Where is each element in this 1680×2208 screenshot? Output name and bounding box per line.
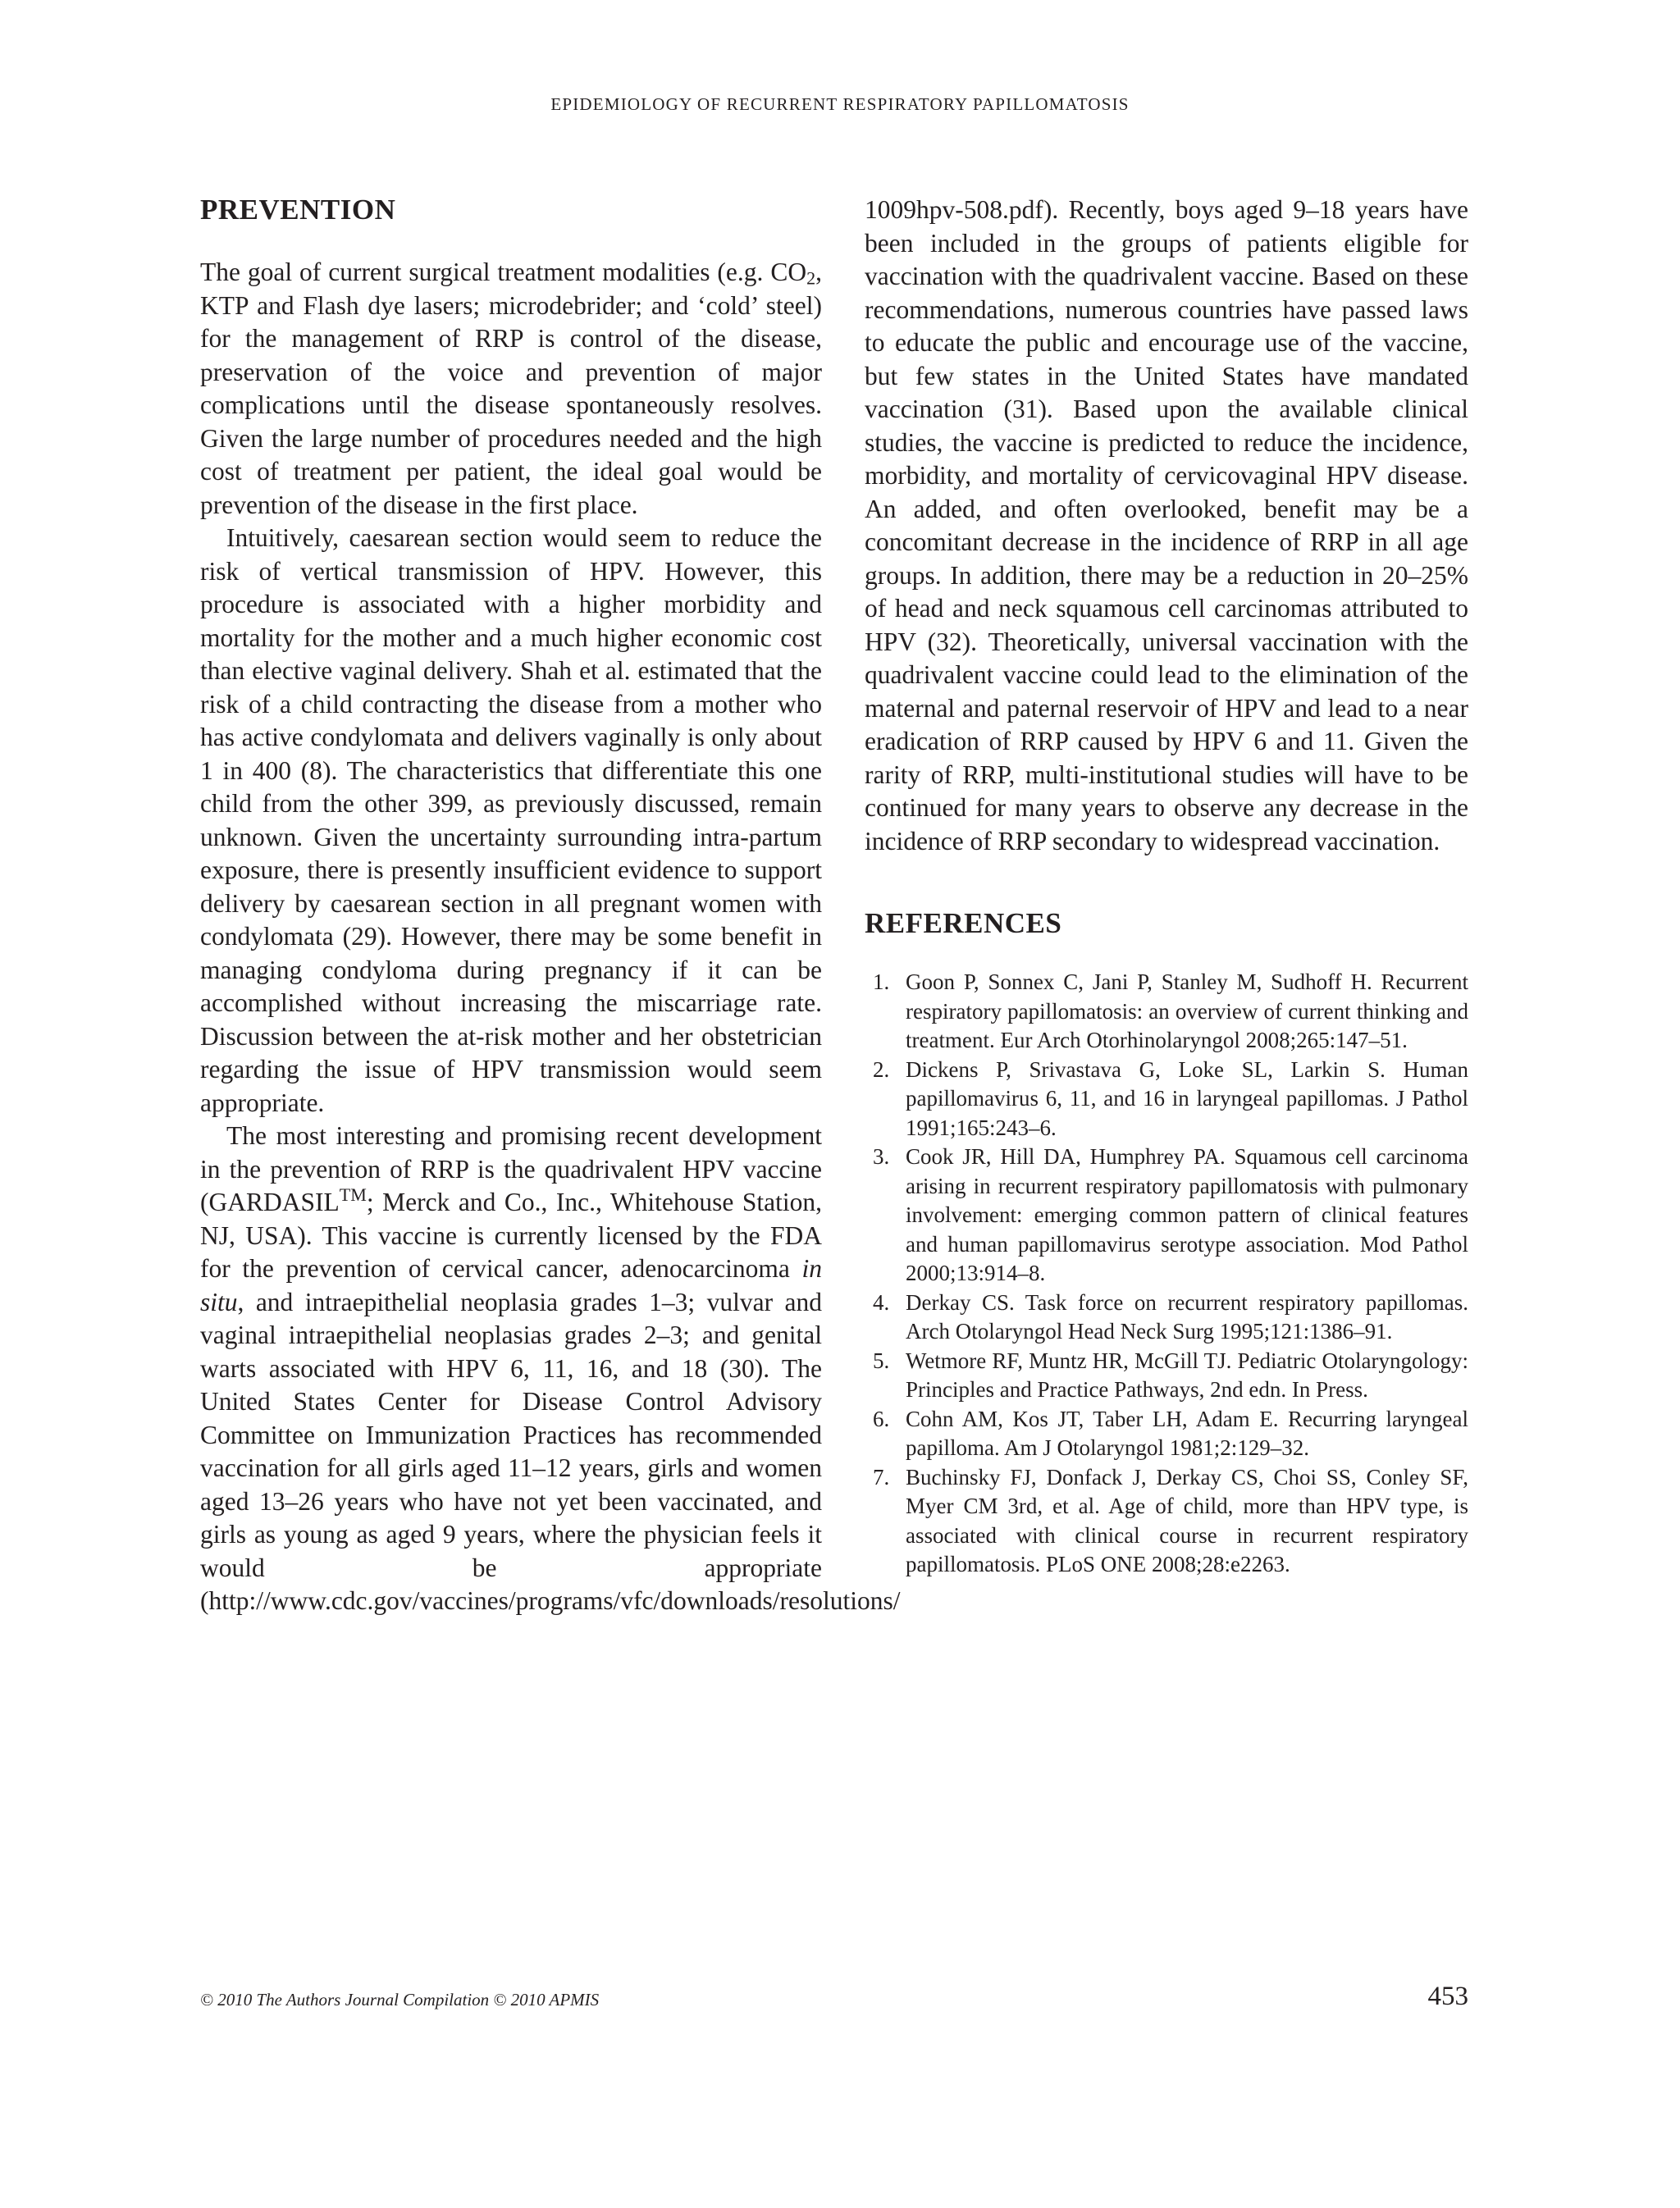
references-heading: REFERENCES [865, 907, 1062, 939]
reference-item [865, 968, 1468, 1056]
left-column [200, 194, 901, 1618]
running-head: EPIDEMIOLOGY OF RECURRENT RESPIRATORY PAPILLOMATOSIS [550, 94, 1130, 114]
page-number: 453 [1427, 1982, 1468, 2011]
right-column [865, 194, 1468, 1580]
italic-term: in situ [200, 1254, 822, 1316]
reference-number: 5. [873, 1348, 890, 1373]
reference-number: 7. [873, 1464, 890, 1489]
reference-text: Cook JR, Hill DA, Humphrey PA. Squamous cell carcinoma arising in recurrent respiratory papillomatosis with pulmonary involvement: emerging common pattern of clinical features and human papillomavirus serotype association. Mod Pathol 2000;13:914–8. [906, 1144, 1468, 1285]
references-list [865, 968, 1468, 1580]
prevention-paragraph-1 [200, 256, 822, 522]
reference-item [865, 1463, 1468, 1580]
reference-item [865, 1405, 1468, 1463]
text-run: , KTP and Flash dye lasers; microdebrider; and ‘cold’ steel) for the management of RRP is control of the disease, preservation of the voice and prevention of major complications until the disease spontaneously resolves. Given the large number of procedures needed and the high cost of treatment per patient, the ideal goal would be prevention of the disease in the first place. [200, 258, 822, 519]
reference-number: 3. [873, 1144, 890, 1169]
text-run: The most interesting and promising recent development in the prevention of RRP is the quadrivalent HPV vaccine (GARDASIL [200, 1121, 822, 1216]
reference-text: Cohn AM, Kos JT, Taber LH, Adam E. Recurring laryngeal papilloma. Am J Otolaryngol 1981;2:129–32. [906, 1406, 1468, 1460]
reference-text: Wetmore RF, Muntz HR, McGill TJ. Pediatric Otolaryngology: Principles and Practice Pathways, 2nd edn. In Press. [906, 1348, 1468, 1402]
reference-item [865, 1289, 1468, 1347]
text-run: ; Merck and Co., Inc., Whitehouse Station, NJ, USA). This vaccine is currently licensed by the FDA for the prevention of cervical cancer, adenocarcinoma [200, 1188, 822, 1283]
prevention-body [200, 256, 901, 1618]
reference-item [865, 1143, 1468, 1289]
reference-number: 2. [873, 1056, 890, 1082]
reference-text: Derkay CS. Task force on recurrent respiratory papillomas. Arch Otolaryngol Head Neck Surg 1995;121:1386–91. [906, 1289, 1468, 1344]
paragraph-continuation: 1009hpv-508.pdf). Recently, boys aged 9–18 years have been included in the groups of patients eligible for vaccination with the quadrivalent vaccine. Based on these recommendations, numerous countries have passed laws to educate the public and encourage use of the vaccine, but few states in the United States have mandated vaccination (31). Based upon the available clinical studies, the vaccine is predicted to reduce the incidence, morbidity, and mortality of cervicovaginal HPV disease. An added, and often overlooked, benefit may be a concomitant decrease in the incidence of RRP in all age groups. In addition, there may be a reduction in 20–25% of head and neck squamous cell carcinomas attributed to HPV (32). Theoretically, universal vaccination with the quadrivalent vaccine could lead to the elimination of the maternal and paternal reservoir of HPV and lead to a near eradication of RRP caused by HPV 6 and 11. Given the rarity of RRP, multi-institutional studies will have to be continued for many years to observe any decrease in the incidence of RRP secondary to widespread vaccination. [865, 195, 1468, 855]
reference-number: 4. [873, 1289, 890, 1315]
reference-number: 1. [873, 969, 890, 994]
text-run: The goal of current surgical treatment modalities (e.g. CO [200, 258, 807, 286]
prevention-paragraph-2: Intuitively, caesarean section would seem to reduce the risk of vertical transmission of HPV. However, this procedure is associated with a higher morbidity and mortality for the mother and a much higher economic cost than elective vaginal delivery. Shah et al. estimated that the risk of a child contracting the disease from a mother who has active condylomata and delivers vaginally is only about 1 in 400 (8). The characteristics that differentiate this one child from the other 399, as previously discussed, remain unknown. Given the uncertainty surrounding intra-partum exposure, there is presently insufficient evidence to support delivery by caesarean section in all pregnant women with condylomata (29). However, there may be some benefit in managing condyloma during pregnancy if it can be accomplished without increasing the miscarriage rate. Discussion between the at-risk mother and her obstetrician regarding the issue of HPV transmission would seem appropriate. [200, 523, 822, 1117]
reference-text: Buchinsky FJ, Donfack J, Derkay CS, Choi SS, Conley SF, Myer CM 3rd, et al. Age of child, more than HPV type, is associated with clinical course in recurrent respiratory papillomatosis. PLoS ONE 2008;28:e2263. [906, 1464, 1468, 1576]
reference-item [865, 1347, 1468, 1405]
text-run: , and intraepithelial neoplasia grades 1–3; vulvar and vaginal intraepithelial neoplasias grades 2–3; and genital warts associated with HPV 6, 11, 16, and 18 (30). The United States Center for Disease Control Advisory Committee on Immunization Practices has recommended vaccination for all girls aged 11–12 years, girls and women aged 13–26 years who have not yet been vaccinated, and girls as young as aged 9 years, where the physician feels it would be appropriate (http://www.cdc.gov/vaccines/programs/vfc/downloads/resolutions/ [200, 1287, 901, 1615]
reference-text: Goon P, Sonnex C, Jani P, Stanley M, Sudhoff H. Recurrent respiratory papillomatosis: an overview of current thinking and treatment. Eur Arch Otorhinolaryngol 2008;265:147–51. [906, 969, 1468, 1052]
prevention-heading: PREVENTION [200, 194, 396, 226]
subscript: 2 [806, 267, 816, 289]
reference-number: 6. [873, 1406, 890, 1431]
prevention-paragraph-3 [200, 1120, 901, 1618]
prevention-paragraph-3-continued [865, 194, 1468, 858]
trademark-superscript: TM [339, 1184, 367, 1205]
copyright-notice: © 2010 The Authors Journal Compilation © 2010 APMIS [200, 1990, 600, 2010]
reference-item [865, 1056, 1468, 1143]
reference-text: Dickens P, Srivastava G, Loke SL, Larkin S. Human papillomavirus 6, 11, and 16 in laryngeal papillomas. J Pathol 1991;165:243–6. [906, 1056, 1468, 1140]
